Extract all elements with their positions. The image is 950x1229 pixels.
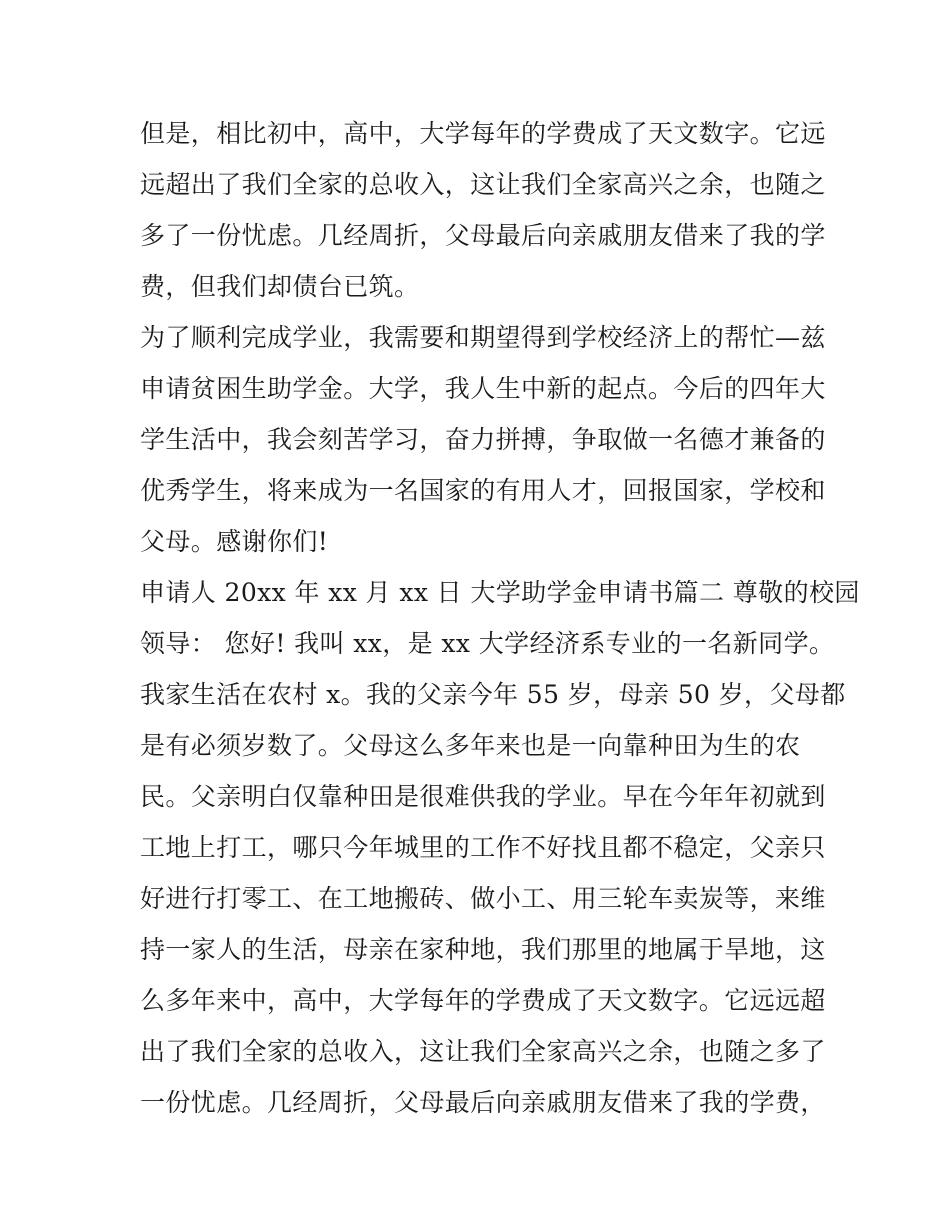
text-line: 是有必须岁数了。父母这么多年来也是一向靠种田为生的农	[140, 731, 801, 760]
text-line: 好进行打零工、在工地搬砖、做小工、用三轮车卖炭等，来维	[140, 884, 826, 913]
text-line: 么多年来中，高中，大学每年的学费成了天文数字。它远远超	[140, 986, 826, 1015]
text-line: 学生活中，我会刻苦学习，奋力拼搏，争取做一名德才兼备的	[140, 425, 826, 454]
text-line: 申请人 20xx 年 xx 月 xx 日 大学助学金申请书篇二 尊敬的校园	[140, 578, 860, 607]
text-line: 申请贫困生助学金。大学，我人生中新的起点。今后的四年大	[140, 374, 826, 403]
text-line: 费，但我们却债台已筑。	[140, 272, 420, 301]
text-line: 为了顺利完成学业，我需要和期望得到学校经济上的帮忙—兹	[140, 323, 826, 352]
text-line: 优秀学生，将来成为一名国家的有用人才，回报国家，学校和	[140, 476, 826, 505]
text-line: 我家生活在农村 x。我的父亲今年 55 岁，母亲 50 岁，父母都	[140, 680, 846, 709]
text-line: 出了我们全家的总收入，这让我们全家高兴之余，也随之多了	[140, 1037, 826, 1066]
text-line: 持一家人的生活，母亲在家种地，我们那里的地属于旱地，这	[140, 935, 826, 964]
document-body	[140, 108, 860, 1128]
text-line: 远超出了我们全家的总收入，这让我们全家高兴之余，也随之	[140, 170, 826, 199]
text-line: 父母。感谢你们!	[140, 527, 329, 556]
text-line: 一份忧虑。几经周折，父母最后向亲戚朋友借来了我的学费，	[140, 1088, 826, 1117]
text-line: 但是，相比初中，高中，大学每年的学费成了天文数字。它远	[140, 119, 826, 148]
text-line: 工地上打工，哪只今年城里的工作不好找且都不稳定，父亲只	[140, 833, 826, 862]
text-line: 民。父亲明白仅靠种田是很难供我的学业。早在今年年初就到	[140, 782, 826, 811]
text-line: 多了一份忧虑。几经周折，父母最后向亲戚朋友借来了我的学	[140, 221, 826, 250]
text-line: 领导： 您好! 我叫 xx，是 xx 大学经济系专业的一名新同学。	[140, 629, 835, 658]
